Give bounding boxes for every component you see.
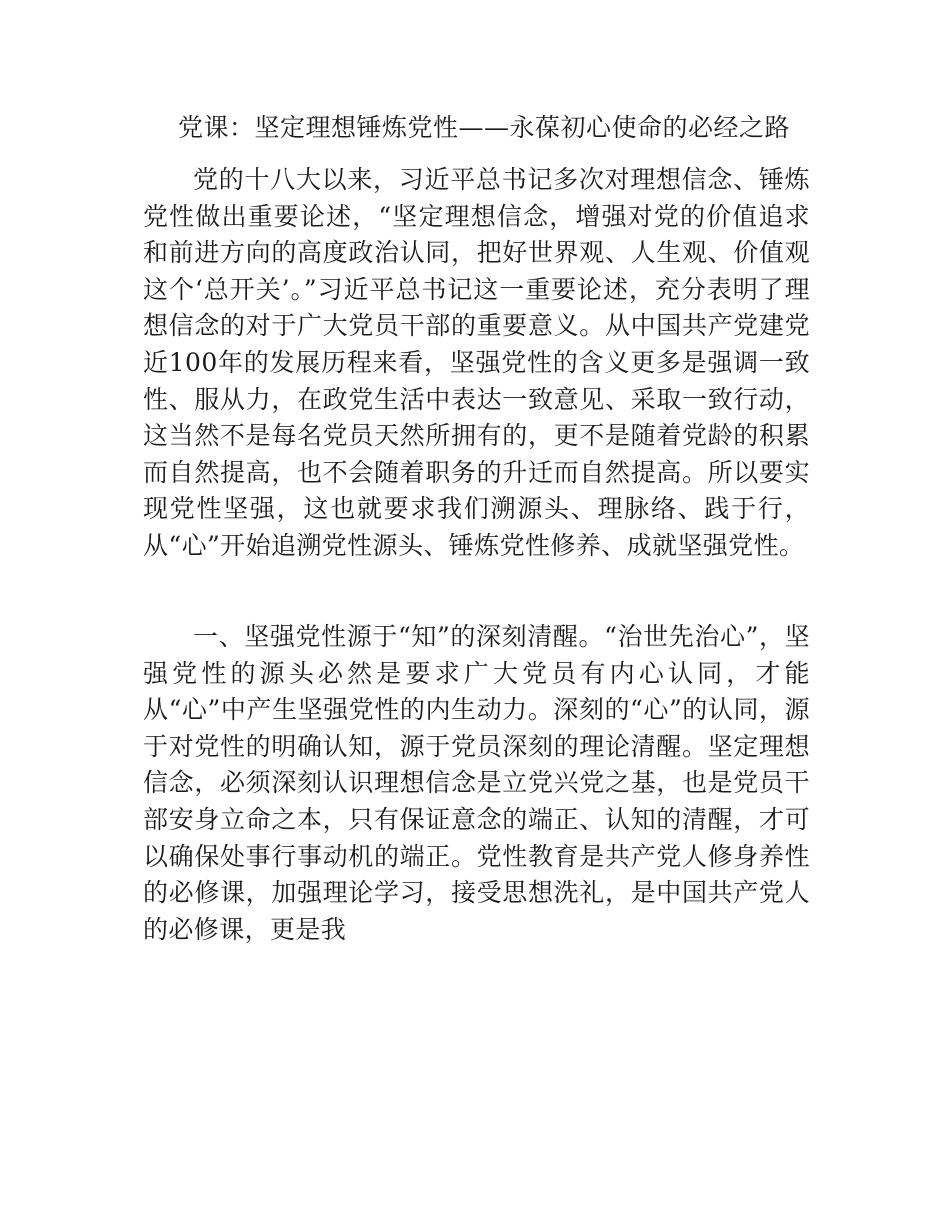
- paragraph-section-one: 一、坚强党性源于“知”的深刻清醒。“治世先治心”，坚强党性的源头必然是要求广大党员有内心认同，才能从“心”中产生坚强党性的内生动力。深刻的“心”的认同，源于对党性的明确认知，源于党员深刻的理论清醒。坚定理想信念，必须深刻认识理想信念是立党兴党之基，也是党员干部安身立命之本，只有保证意念的端正、认知的清醒，才可以确保处事行事动机的端正。党性教育是共产党人修身养性的必修课，加强理论学习，接受思想洗礼，是中国共产党人的必修课，更是我: [143, 622, 810, 944]
- paragraph-intro: 党的十八大以来，习近平总书记多次对理想信念、锤炼党性做出重要论述，“坚定理想信念，增强对党的价值追求和前进方向的高度政治认同，把好世界观、人生观、价值观这个‘总开关’。”习近平总书记这一重要论述，充分表明了理想信念的对于广大党员干部的重要意义。从中国共产党建党近100年的发展历程来看，坚强党性的含义更多是强调一致性、服从力，在政党生活中表达一致意见、采取一致行动，这当然不是每名党员天然所拥有的，更不是随着党龄的积累而自然提高，也不会随着职务的升迁而自然提高。所以要实现党性坚强，这也就要求我们溯源头、理脉络、践于行，从“心”开始追溯党性源头、锤炼党性修养、成就坚强党性。: [143, 165, 810, 560]
- document-title: 党课：坚定理想锤炼党性——永葆初心使命的必经之路: [178, 113, 791, 142]
